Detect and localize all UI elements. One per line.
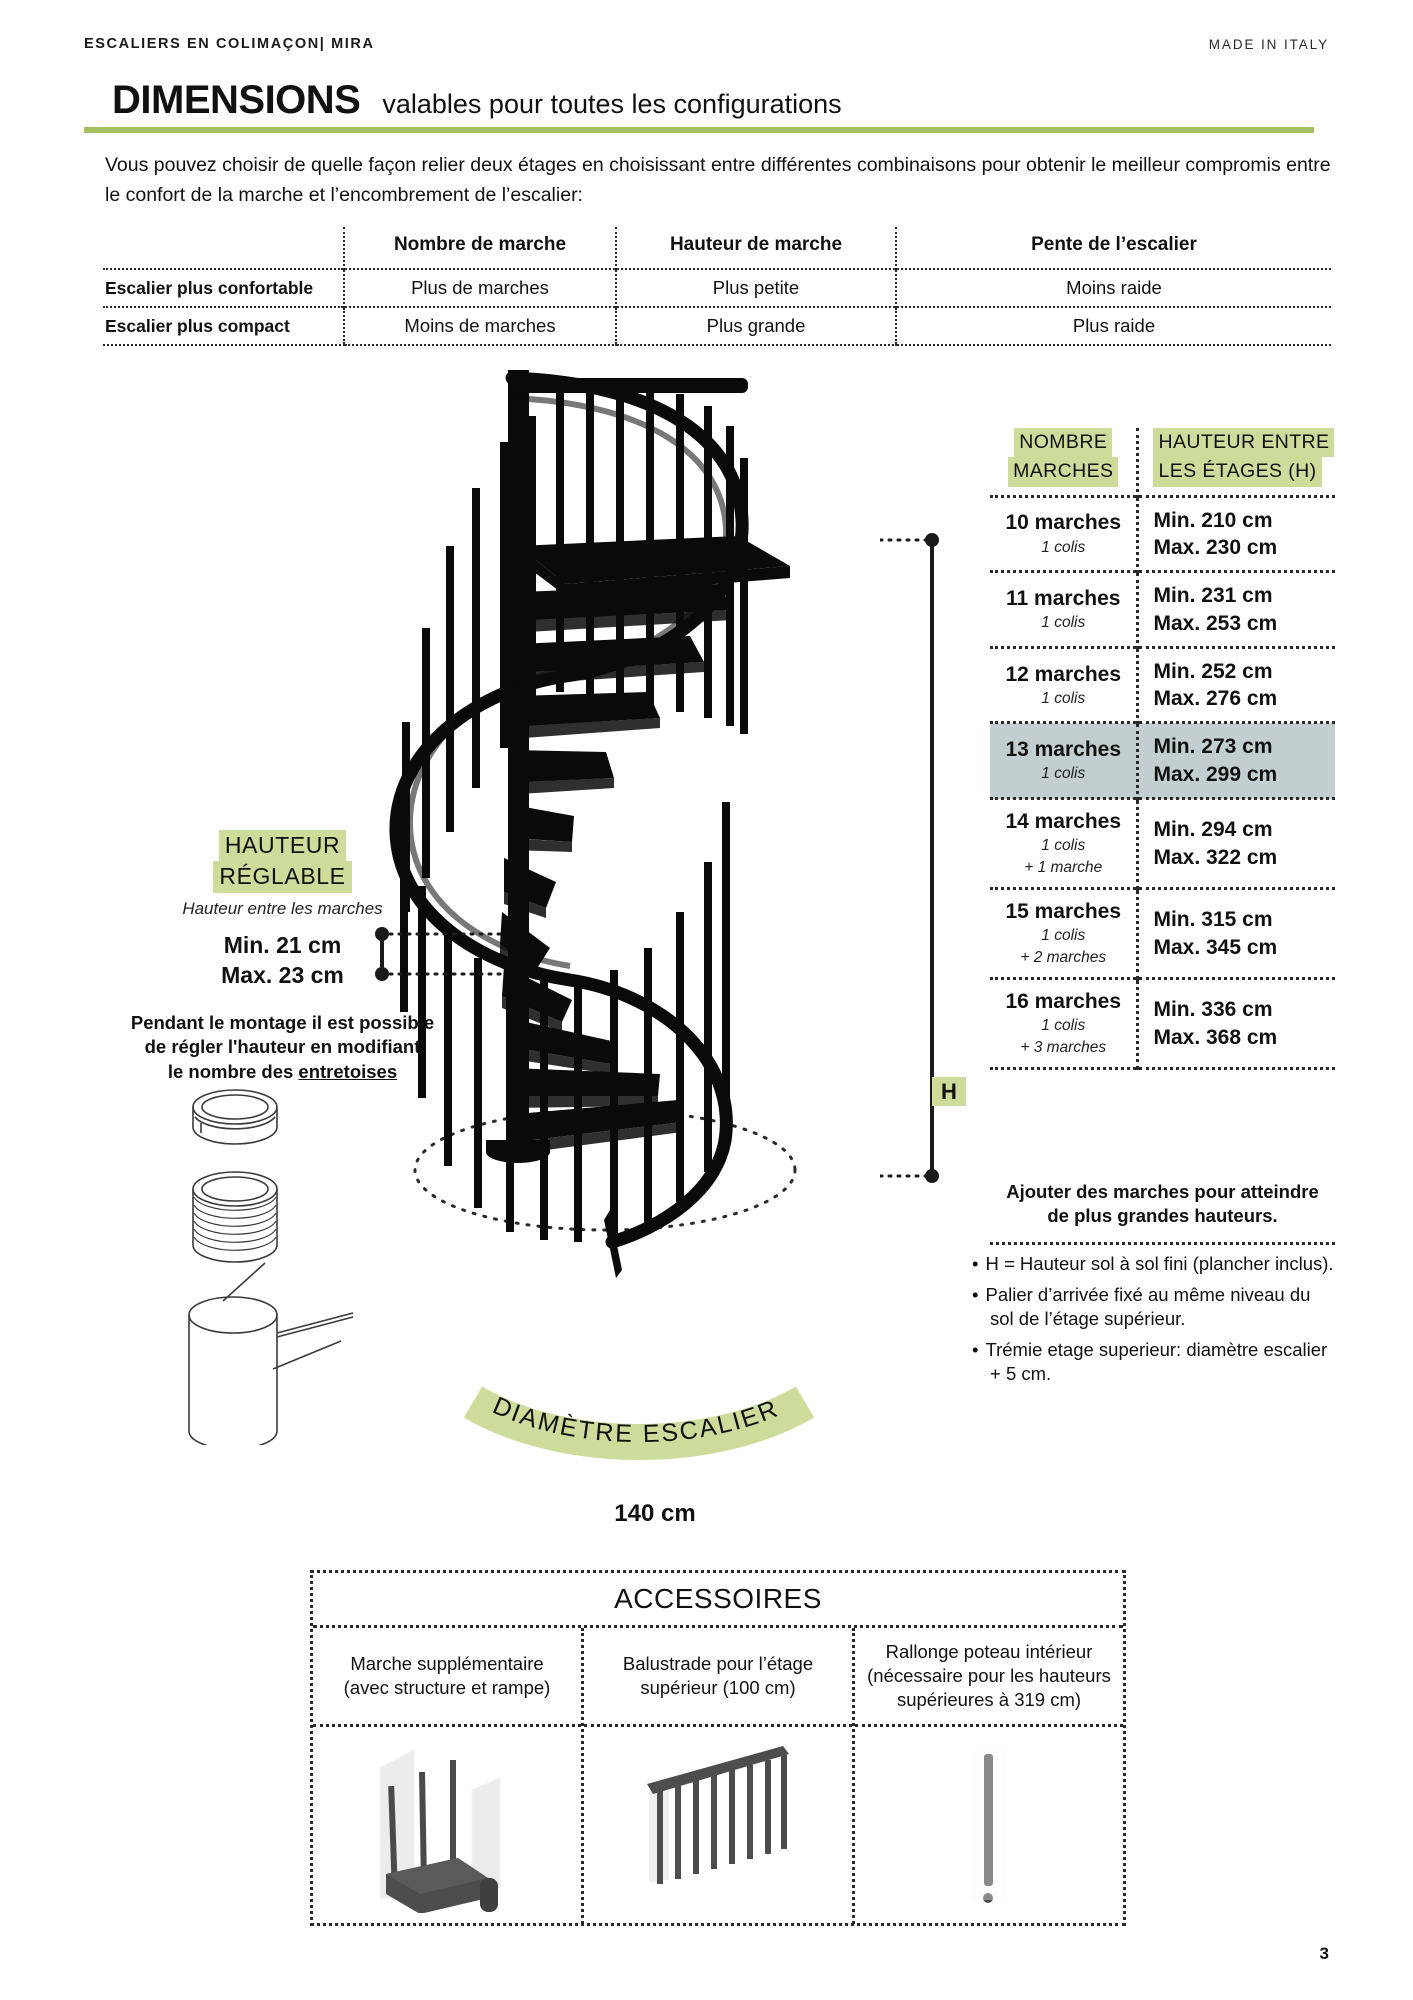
comparison-row1-cell1: Plus grande <box>616 307 896 345</box>
accessory-0-line2: (avec structure et rampe) <box>343 1677 551 1698</box>
spec-row2-max: Max. 276 cm <box>1153 687 1278 711</box>
diameter-label-banner <box>455 1380 855 1520</box>
comparison-row1-cell2: Plus raide <box>896 307 1331 345</box>
comparison-row0-cell2: Moins raide <box>896 269 1331 307</box>
spec-row2-height <box>1138 647 1335 723</box>
table-row[interactable] <box>990 889 1335 979</box>
adjustable-height-body-line3-pre: le nombre des <box>167 1060 299 1082</box>
comparison-row1-cell0: Moins de marches <box>344 307 616 345</box>
spec-row3-height <box>1138 723 1335 799</box>
comparison-row0-cell1: Plus petite <box>616 269 896 307</box>
spec-row1-marches: 11 marches <box>1006 587 1121 611</box>
spec-row5-min: Min. 315 cm <box>1153 908 1273 932</box>
extra-step-icon <box>362 1738 532 1913</box>
title-underline-rule <box>84 127 1314 133</box>
page-number: 3 <box>1319 1944 1329 1963</box>
diameter-arc-icon <box>455 1380 855 1520</box>
list-item: • H = Hauteur sol à sol fini (plancher inclus). <box>990 1252 1334 1277</box>
page-title-main: DIMENSIONS <box>112 78 361 122</box>
intro-paragraph: Vous pouvez choisir de quelle façon relier deux étages en choisissant entre différentes combinaisons pour obtenir le meilleur compromis entre le confort de la marche et l’encombrement de l’escalier: <box>105 154 1331 207</box>
spec-row1-max: Max. 253 cm <box>1153 611 1278 635</box>
spec-row1-height <box>1138 572 1335 648</box>
comparison-col1-header: Nombre de marche <box>344 227 616 269</box>
accessory-0-image <box>313 1727 581 1924</box>
comparison-col3-header: Pente de l’escalier <box>896 227 1331 269</box>
page-title <box>112 78 842 123</box>
spec-row0-max: Max. 230 cm <box>1153 535 1278 559</box>
spec-row4-steps <box>990 799 1138 889</box>
accessory-2-label <box>855 1628 1123 1727</box>
table-row-selected[interactable] <box>990 723 1335 799</box>
page-title-sub: valables pour toutes les configurations <box>382 89 842 119</box>
table-row[interactable] <box>990 496 1335 572</box>
spec-row4-marches: 14 marches <box>1005 810 1122 834</box>
table-row[interactable] <box>990 799 1335 889</box>
accessory-1-line1: Balustrade pour l’étage <box>622 1652 814 1674</box>
post-extension-icon <box>904 1738 1074 1913</box>
accessories-title: ACCESSOIRES <box>313 1573 1123 1628</box>
spec-row1-steps <box>990 572 1138 648</box>
table-row <box>103 269 1331 307</box>
spec-row0-height <box>1138 496 1335 572</box>
add-steps-note <box>990 1180 1335 1245</box>
accessory-2-image <box>855 1727 1123 1924</box>
accessory-item-balustrade[interactable] <box>581 1628 852 1924</box>
spec-row0-steps <box>990 496 1138 572</box>
list-item: • Palier d’arrivée fixé au même niveau du sol de l’étage supérieur. <box>990 1283 1334 1332</box>
spec-row5-max: Max. 345 cm <box>1153 935 1278 959</box>
running-header-left: ESCALIERS EN COLIMAÇON| MIRA <box>84 36 375 52</box>
adjustable-height-badge-line1: HAUTEUR <box>219 830 346 861</box>
adjustable-height-body-line2: de régler l'hauteur en modifiant <box>144 1036 421 1058</box>
spec-row0-min: Min. 210 cm <box>1153 508 1273 532</box>
spec-header-col1-line2: MARCHES <box>1008 457 1118 486</box>
spec-row5-steps <box>990 889 1138 979</box>
spec-row4-colis: 1 colis <box>1041 837 1086 855</box>
table-row <box>103 307 1331 345</box>
adjustable-height-body-line3 <box>110 1060 455 1085</box>
comparison-col2-header: Hauteur de marche <box>616 227 896 269</box>
spec-row3-min: Min. 273 cm <box>1153 735 1273 759</box>
spec-header-col2-line2: LES ÉTAGES (H) <box>1153 457 1321 486</box>
accessory-item-extra-step[interactable] <box>313 1628 581 1924</box>
comparison-table <box>103 227 1331 346</box>
spec-row6-colis: 1 colis <box>1041 1017 1086 1035</box>
table-row[interactable] <box>990 572 1335 648</box>
spec-row6-colis2: + 3 marches <box>1020 1039 1107 1057</box>
comparison-col0-header <box>103 227 344 269</box>
notes-bullet-list <box>972 1252 1334 1393</box>
spec-row0-colis: 1 colis <box>1041 538 1086 556</box>
spec-header-col1-line1: NOMBRE <box>1014 428 1112 457</box>
adjustable-height-subtitle: Hauteur entre les marches <box>182 898 383 918</box>
comparison-row1-label: Escalier plus compact <box>103 307 344 345</box>
list-item: • Trémie etage superieur: diamètre escalier + 5 cm. <box>990 1338 1334 1387</box>
accessories-panel <box>310 1570 1126 1926</box>
accessory-1-label <box>584 1628 852 1727</box>
add-steps-note-line1: Ajouter des marches pour atteindre <box>1006 1181 1319 1202</box>
accessory-2-line3: supérieures à 319 cm) <box>896 1689 1082 1711</box>
accessory-item-post-extension[interactable] <box>852 1628 1123 1924</box>
spec-row0-marches: 10 marches <box>1005 511 1122 535</box>
spec-row4-colis2: + 1 marche <box>1024 859 1103 877</box>
adjustable-height-badge-line2: RÉGLABLE <box>213 861 351 892</box>
spec-header-col2-line1: HAUTEUR ENTRE <box>1153 428 1334 457</box>
steps-height-table <box>990 428 1335 1070</box>
accessory-1-image <box>584 1727 852 1924</box>
spec-row5-colis2: + 2 marches <box>1020 949 1107 967</box>
accessory-1-line2: supérieur (100 cm) <box>640 1677 796 1698</box>
spec-row2-marches: 12 marches <box>1005 662 1122 686</box>
running-header-right: MADE IN ITALY <box>1208 37 1329 52</box>
accessory-0-label <box>313 1628 581 1727</box>
spec-header-col2 <box>1138 428 1335 496</box>
riser-min-value: Min. 21 cm <box>223 931 342 958</box>
entretoise-spacer-illustrations <box>165 1085 395 1445</box>
spec-row1-min: Min. 231 cm <box>1153 584 1273 608</box>
comparison-row0-label: Escalier plus confortable <box>105 277 314 298</box>
riser-max-value: Max. 23 cm <box>221 961 344 988</box>
spec-row5-colis: 1 colis <box>1041 927 1086 945</box>
spec-header-row <box>990 428 1335 496</box>
spec-row6-min: Min. 336 cm <box>1153 998 1273 1022</box>
spec-row6-max: Max. 368 cm <box>1153 1025 1278 1049</box>
spec-row1-colis: 1 colis <box>1041 614 1086 632</box>
table-row[interactable] <box>990 979 1335 1069</box>
spacer-parts-icon <box>165 1085 395 1445</box>
spec-row6-steps <box>990 979 1138 1069</box>
h-dimension-label: H <box>932 1077 966 1106</box>
spec-row5-marches: 15 marches <box>1005 900 1122 924</box>
spec-row3-marches: 13 marches <box>1005 738 1122 762</box>
spec-row2-steps <box>990 647 1138 723</box>
diameter-value: 140 cm <box>614 1500 696 1527</box>
adjustable-height-note <box>110 830 455 1084</box>
accessory-2-line2: (nécessaire pour les hauteurs <box>867 1664 1111 1686</box>
adjustable-height-badge <box>110 830 455 893</box>
spec-row4-height <box>1138 799 1335 889</box>
entretoises-link: entretoises <box>298 1060 398 1082</box>
spec-row2-colis: 1 colis <box>1041 689 1086 707</box>
spec-row3-max: Max. 299 cm <box>1153 762 1278 786</box>
adjustable-height-body-line1: Pendant le montage il est possible <box>130 1011 435 1033</box>
accessory-2-line1: Rallonge poteau intérieur <box>885 1640 1093 1662</box>
spec-header-col1 <box>990 428 1138 496</box>
balustrade-icon <box>633 1738 803 1913</box>
comparison-row0-cell0: Plus de marches <box>344 269 616 307</box>
accessory-0-line1: Marche supplémentaire <box>350 1652 544 1674</box>
spec-row3-colis: 1 colis <box>1041 765 1086 783</box>
comparison-header-row <box>103 227 1331 269</box>
spec-row2-min: Min. 252 cm <box>1153 659 1273 683</box>
spec-row3-steps <box>990 723 1138 799</box>
add-steps-note-line2: de plus grandes hauteurs. <box>1047 1205 1278 1227</box>
table-row[interactable] <box>990 647 1335 723</box>
diameter-label-text: DIAMÈTRE ESCALIER <box>488 1391 784 1449</box>
spec-row5-height <box>1138 889 1335 979</box>
spec-row6-marches: 16 marches <box>1005 990 1122 1014</box>
spec-row6-height <box>1138 979 1335 1069</box>
spec-row4-max: Max. 322 cm <box>1153 845 1278 869</box>
spec-row4-min: Min. 294 cm <box>1153 818 1273 842</box>
